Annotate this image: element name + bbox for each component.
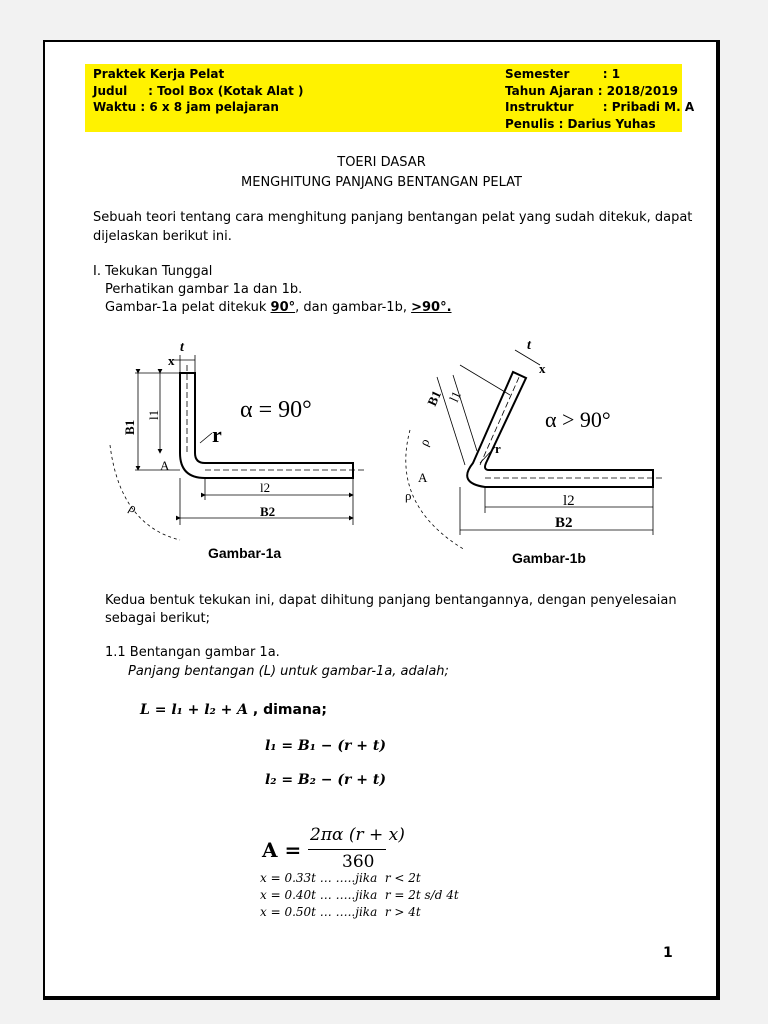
- section-1-line-1: Perhatikan gambar 1a dan 1b.: [105, 282, 303, 297]
- fig1a-rho: ρ: [126, 499, 140, 516]
- fig1a-r: r: [212, 422, 222, 447]
- fraction-bar: [308, 849, 386, 850]
- fig1b-l1: l1: [446, 388, 464, 405]
- fig1a-x: x: [168, 353, 175, 368]
- figure-1a: [100, 335, 380, 575]
- fig1b-x: x: [539, 361, 546, 376]
- section-1-line-2: [105, 300, 452, 315]
- fig1b-l2: l2: [563, 493, 575, 509]
- figure-1a-caption: Gambar-1a: [208, 545, 282, 561]
- fig1b-A: A: [418, 470, 428, 485]
- fig1b-B2: B2: [555, 515, 573, 531]
- s1l2-b: 90°: [270, 300, 296, 315]
- title-2: MENGHITUNG PANJANG BENTANGAN PELAT: [241, 175, 522, 190]
- s1l2-a: Gambar-1a pelat ditekuk: [105, 300, 271, 315]
- formula-L-expr: L = l₁ + l₂ + A: [140, 702, 249, 718]
- fig1b-B1: B1: [424, 388, 445, 409]
- formula-l2: l₂ = B₂ − (r + t): [265, 772, 386, 788]
- header-left-2: Judul : Tool Box (Kotak Alat ): [93, 83, 304, 98]
- both-line-2: sebagai berikut;: [105, 611, 211, 626]
- header-left-3: Waktu : 6 x 8 jam pelajaran: [93, 100, 279, 114]
- subsection-1-1: 1.1 Bentangan gambar 1a.: [105, 645, 280, 660]
- x-rule-1: x = 0.33t … …..jika r < 2t: [260, 871, 421, 885]
- section-1-heading: I. Tekukan Tunggal: [93, 264, 213, 279]
- formula-L-suffix: , dimana;: [248, 702, 327, 718]
- fig1b-r: r: [495, 441, 501, 456]
- figure-1b-caption: Gambar-1b: [512, 550, 586, 566]
- fig1a-A: A: [160, 458, 170, 473]
- title-1: TOERI DASAR: [337, 155, 426, 170]
- formula-A-lhs: A =: [262, 838, 302, 862]
- header-left-1: Praktek Kerja Pelat: [93, 67, 225, 81]
- s1l2-d: >90°.: [411, 300, 452, 315]
- fig1a-l2: l2: [260, 480, 271, 495]
- header-right-4: Penulis : Darius Yuhas: [505, 116, 656, 131]
- header-right-1: Semester : 1: [505, 67, 621, 81]
- formula-L: [140, 702, 327, 718]
- x-rule-2: x = 0.40t … …..jika r = 2t s/d 4t: [260, 888, 459, 902]
- subsection-1-1-desc: Panjang bentangan (L) untuk gambar-1a, adalah;: [128, 664, 449, 679]
- x-rule-3: x = 0.50t … …..jika r > 4t: [260, 905, 421, 919]
- fig1b-rho: ρ: [405, 488, 412, 503]
- both-line-1: Kedua bentuk tekukan ini, dapat dihitung panjang bentangannya, dengan penyelesaian: [105, 593, 677, 608]
- page-number: 1: [663, 945, 673, 961]
- fig1b-t: t: [527, 338, 531, 353]
- fig1a-B1: B1: [122, 419, 137, 435]
- fig1a-B2: B2: [260, 504, 276, 519]
- intro-line-2: dijelaskan berikut ini.: [93, 229, 232, 244]
- figure-1b: [385, 335, 675, 575]
- s1l2-c: , dan gambar-1b,: [295, 300, 412, 315]
- intro-line-1: Sebuah teori tentang cara menghitung panjang bentangan pelat yang sudah ditekuk, dapat: [93, 210, 693, 225]
- formula-A-denominator: 360: [342, 852, 375, 872]
- formula-A-numerator: 2πα (r + x): [310, 825, 405, 845]
- fig1b-alpha: α > 90°: [545, 407, 611, 432]
- header-right-3: Instruktur : Pribadi M. A: [505, 100, 695, 114]
- fig1a-t: t: [180, 340, 184, 355]
- header-box: [85, 64, 695, 132]
- fig1a-alpha: α = 90°: [240, 397, 312, 423]
- header-right-2: Tahun Ajaran : 2018/2019: [505, 83, 678, 98]
- fig1a-l1: l1: [146, 409, 161, 420]
- fig1b-rho-top: ρ: [416, 436, 433, 449]
- formula-l1: l₁ = B₁ − (r + t): [265, 738, 386, 754]
